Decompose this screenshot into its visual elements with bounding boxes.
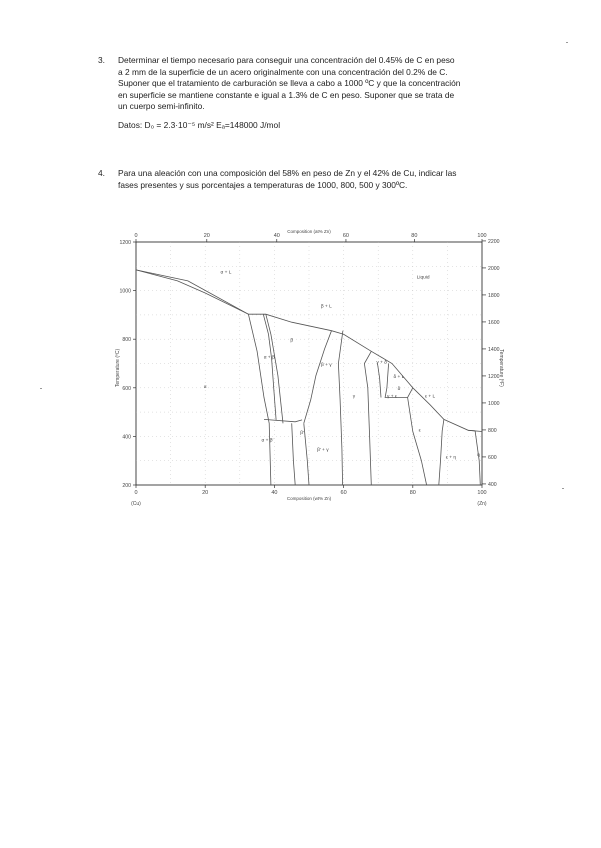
phase-boundary: [136, 270, 248, 314]
phase-boundary: [248, 314, 271, 485]
phase-label: α + β: [263, 355, 275, 361]
diagram-ticks: [119, 233, 499, 496]
problem-4-number: 4.: [98, 168, 105, 178]
phase-boundary: [292, 423, 296, 485]
phase-boundary: [408, 398, 427, 486]
phase-boundary: [468, 430, 475, 431]
phase-boundary: [338, 331, 343, 485]
phase-labels: [204, 270, 480, 461]
left-axis-title: Temperature (ºC): [115, 348, 121, 388]
top-tick-label: 100: [477, 233, 487, 239]
problem-4-text: [118, 168, 456, 191]
phase-label: γ + δ: [376, 360, 387, 366]
scan-speck: [40, 388, 42, 389]
top-tick-label: 40: [273, 233, 280, 239]
phase-label: ε + L: [424, 394, 436, 400]
phase-boundary: [304, 331, 332, 424]
right-tick-label: 1000: [488, 400, 500, 407]
right-tick-label: 1800: [488, 292, 500, 299]
problem-4-line: Para una aleación con una composición del 58% en peso de Zn y el 42% de Cu, indicar las: [118, 168, 457, 178]
problem-3-line: Suponer que el tratamiento de carburación se lleva a cabo a 1000 ºC y que la concentración: [118, 78, 461, 89]
left-tick-label: 800: [122, 337, 131, 344]
problem-3-text: [118, 55, 460, 132]
corner-label-cu: (Cu): [131, 501, 141, 507]
corner-label-zn: (Zn): [477, 501, 487, 507]
phase-boundary: [439, 419, 444, 485]
phase-label: δ + L: [393, 375, 405, 381]
phase-label: β + γ: [320, 362, 332, 368]
right-tick-label: 600: [488, 454, 497, 461]
phase-boundary: [475, 431, 480, 485]
problem-3-line: un cuerpo semi-infinito.: [118, 101, 205, 112]
phase-label: η: [477, 452, 480, 458]
cu-zn-phase-diagram: [110, 228, 504, 513]
scan-speck: [562, 488, 564, 489]
scan-speck: [566, 42, 568, 43]
right-tick-label: 1600: [488, 319, 500, 326]
phase-label: ε + η: [445, 455, 457, 461]
bottom-tick-label: 0: [134, 490, 138, 496]
problem-3-number: 3.: [98, 55, 105, 65]
top-tick-label: 0: [134, 233, 138, 239]
right-tick-label: 800: [488, 427, 497, 434]
bottom-tick-label: 80: [409, 490, 416, 496]
top-tick-label: 80: [411, 233, 418, 239]
phase-boundary: [385, 364, 413, 398]
right-tick-label: 400: [488, 481, 497, 488]
phase-label: Liquid: [416, 275, 430, 281]
diagram-grid: [136, 242, 482, 485]
left-tick-label: 1200: [119, 240, 131, 246]
right-tick-label: 2000: [488, 265, 500, 272]
left-tick-label: 1000: [119, 288, 131, 295]
bottom-tick-label: 100: [477, 490, 487, 496]
left-tick-label: 600: [122, 385, 131, 392]
top-axis-title: Composition (at% Zn): [287, 229, 331, 234]
phase-boundary: [378, 364, 382, 398]
left-tick-label: 200: [122, 483, 131, 489]
phase-label: β + L: [320, 304, 332, 310]
problem-3-line: a 2 mm de la superficie de un acero originalmente con una concentración del 0.2% de C.: [118, 66, 448, 77]
bottom-tick-label: 60: [340, 490, 347, 496]
phase-label: γ + ε: [387, 394, 398, 400]
phase-boundary: [304, 423, 309, 485]
phase-label: ε: [418, 428, 421, 434]
problem-3-line: Determinar el tiempo necesario para conseguir una concentración del 0.45% de C en peso: [118, 55, 455, 65]
right-tick-label: 2200: [488, 238, 500, 245]
top-tick-label: 20: [203, 233, 210, 239]
right-axis-title: Temperature (ºF): [498, 349, 504, 387]
bottom-axis-title: Composition (wt% Zn): [286, 496, 332, 501]
phase-label: α: [203, 384, 207, 390]
phase-label: β′: [300, 430, 304, 436]
problem-3-data: Datos: D₀ = 2.3·10⁻⁵ m/s² Eₐ=148000 J/mol: [118, 119, 281, 130]
bottom-tick-label: 20: [202, 490, 209, 496]
bottom-tick-label: 40: [271, 490, 278, 496]
right-tick-label: 1200: [488, 373, 500, 380]
top-tick-label: 60: [342, 233, 350, 239]
problem-4-line: fases presentes y sus porcentajes a temperaturas de 1000, 800, 500 y 300ºC.: [118, 179, 408, 190]
phase-label: δ: [397, 387, 401, 393]
phase-label: β′ + γ: [317, 447, 329, 453]
phase-label: β: [290, 338, 294, 344]
right-tick-label: 1400: [488, 346, 500, 353]
phase-boundary: [364, 351, 371, 485]
problem-3-line: en superficie se mantiene constante e igual a 1.3% de C en peso. Suponer que se trata de: [118, 89, 455, 100]
phase-label: α + β′: [261, 438, 274, 444]
phase-label: α + L: [220, 270, 232, 276]
phase-label: γ: [352, 394, 356, 400]
left-tick-label: 400: [122, 434, 131, 441]
